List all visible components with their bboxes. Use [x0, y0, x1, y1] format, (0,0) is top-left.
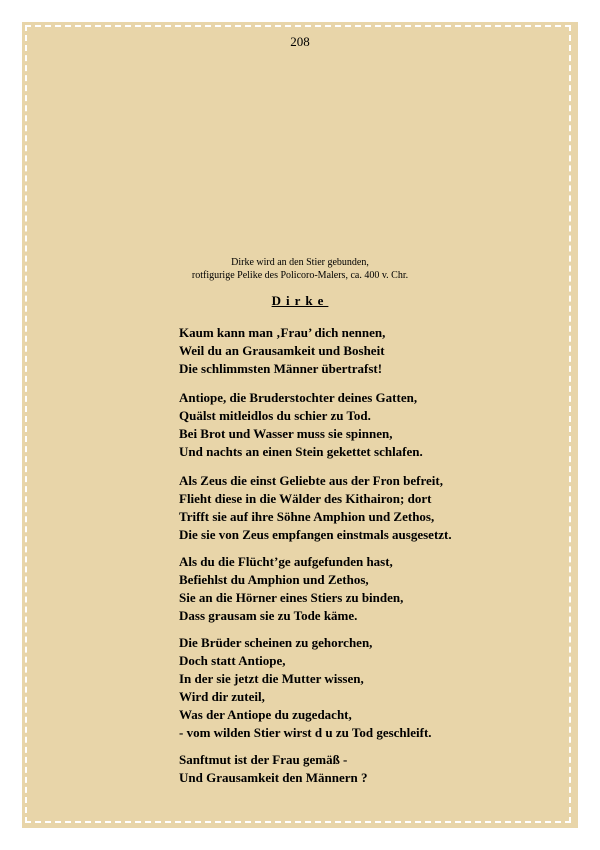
stanza-1: [179, 324, 385, 378]
poem-line: Flieht diese in die Wälder des Kithairon; dort: [179, 491, 432, 506]
poem-line: Als du die Flücht’ge aufgefunden hast,: [179, 554, 393, 569]
image-caption: [130, 256, 470, 282]
poem-title: Dirke: [271, 293, 329, 308]
poem-line: Antiope, die Bruderstochter deines Gatten,: [179, 390, 418, 405]
poem-line: Dass grausam sie zu Tode käme.: [179, 608, 358, 623]
poem-line: - vom wilden Stier wirst d u zu Tod geschleift.: [179, 725, 432, 740]
poem-line: Die sie von Zeus empfangen einstmals ausgesetzt.: [179, 527, 452, 542]
poem-line: Kaum kann man ‚Frau’ dich nennen,: [179, 325, 386, 340]
poem-line: Was der Antiope du zugedacht,: [179, 707, 352, 722]
poem-line: Quälst mitleidlos du schier zu Tod.: [179, 408, 371, 423]
stanza-6: [179, 751, 368, 787]
poem-line: Die Brüder scheinen zu gehorchen,: [179, 635, 373, 650]
page-number: 208: [290, 34, 310, 49]
poem-line: Die schlimmsten Männer übertrafst!: [179, 361, 383, 376]
poem-line: Sanftmut ist der Frau gemäß -: [179, 752, 348, 767]
stanza-5: [179, 634, 432, 742]
caption-line-1: Dirke wird an den Stier gebunden,: [231, 257, 369, 268]
poem-line: Bei Brot und Wasser muss sie spinnen,: [179, 426, 393, 441]
poem-line: Sie an die Hörner eines Stiers zu binden,: [179, 590, 404, 605]
poem-line: In der sie jetzt die Mutter wissen,: [179, 671, 364, 686]
stanza-3: [179, 472, 452, 544]
stanza-2: [179, 389, 423, 461]
poem-line: Als Zeus die einst Geliebte aus der Fron befreit,: [179, 473, 443, 488]
poem-line: Und Grausamkeit den Männern ?: [179, 770, 368, 785]
stanza-4: [179, 553, 403, 625]
poem-line: Doch statt Antiope,: [179, 653, 286, 668]
poem-line: Weil du an Grausamkeit und Bosheit: [179, 343, 385, 358]
poem-line: Und nachts an einen Stein gekettet schlafen.: [179, 444, 423, 459]
poem-line: Trifft sie auf ihre Söhne Amphion und Zethos,: [179, 509, 435, 524]
caption-line-2: rotfigurige Pelike des Policoro-Malers, ca. 400 v. Chr.: [191, 270, 409, 281]
poem-line: Befiehlst du Amphion und Zethos,: [179, 572, 369, 587]
poem-line: Wird dir zuteil,: [179, 689, 265, 704]
